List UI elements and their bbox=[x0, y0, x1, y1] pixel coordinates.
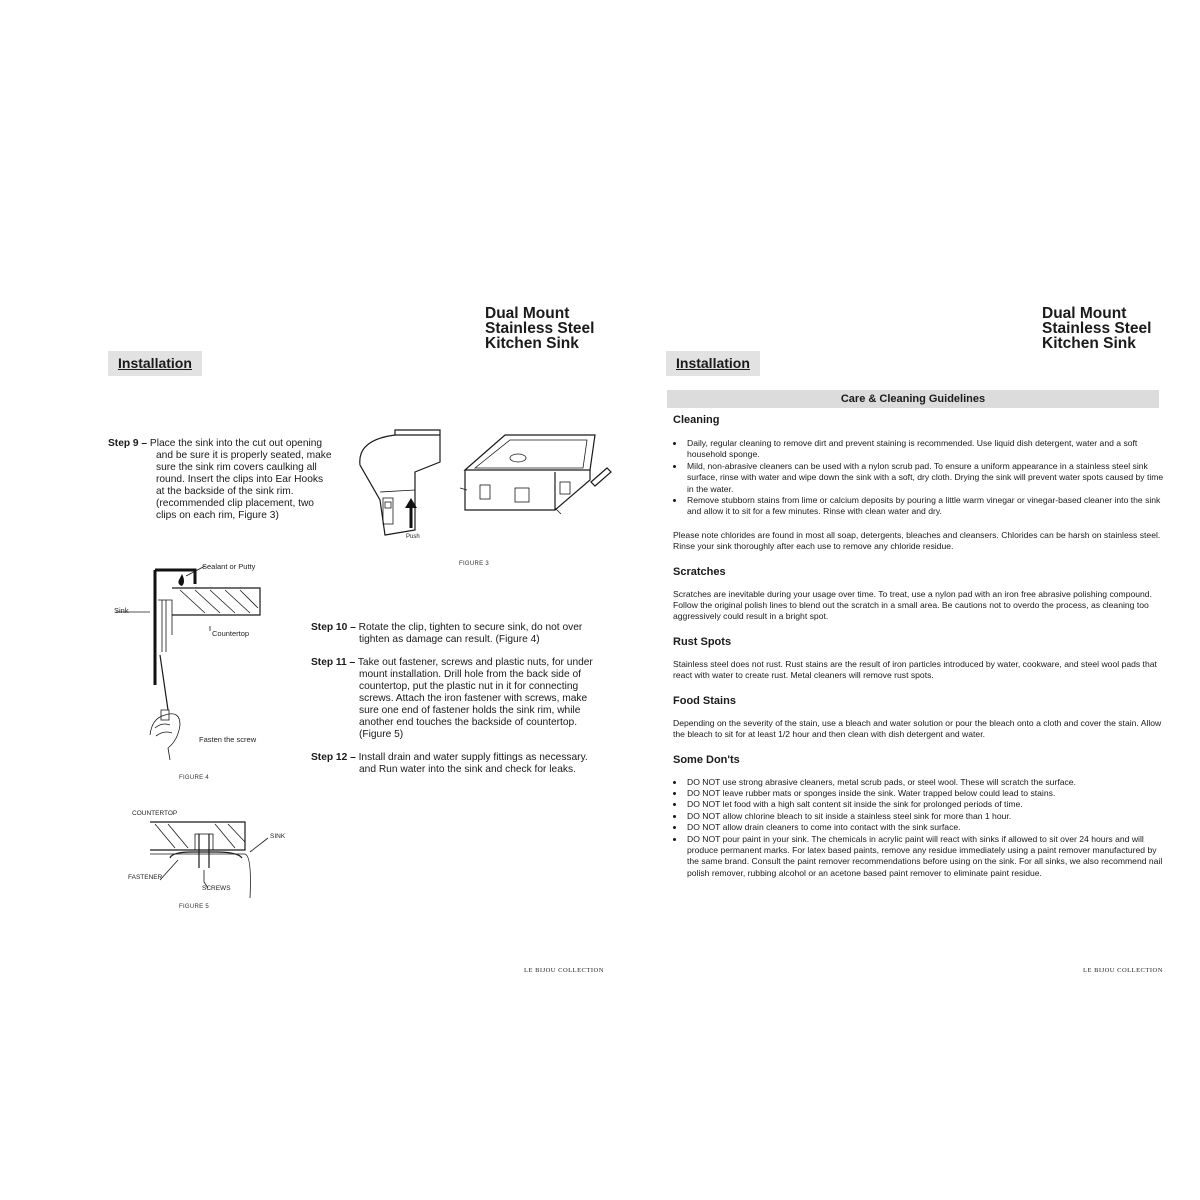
figure-4-caption: FIGURE 4 bbox=[179, 775, 210, 781]
right-footer: LE BIJOU COLLECTION bbox=[1083, 967, 1163, 974]
step-9-label: Step 9 – bbox=[108, 438, 148, 449]
figure-3-caption: FIGURE 3 bbox=[459, 561, 490, 567]
step-9-text: Place the sink into the cut out opening and be sure it is properly seated, make sure the sink rim covers caulking all round. Insert the clips into Ear Hooks at the backside of the sink rim. (recommended clip placement, two clips on each rim, Figure 3) bbox=[149, 438, 332, 521]
left-page-title: Dual Mount Stainless Steel Kitchen Sink bbox=[485, 305, 595, 352]
figure-4-drawing bbox=[110, 560, 280, 760]
list-item: • DO NOT let food with a high salt content sit inside the sink for prolonged periods of time. bbox=[685, 799, 1165, 810]
step-12: Step 12 – Install drain and water supply fittings as necessary. and Run water into the sink and check for leaks. bbox=[311, 752, 588, 775]
figure-3-push-label: Push bbox=[406, 534, 420, 540]
care-guidelines-bar: Care & Cleaning Guidelines bbox=[667, 390, 1159, 408]
right-installation-tab: Installation bbox=[666, 351, 760, 376]
right-page-title: Dual Mount Stainless Steel Kitchen Sink bbox=[1042, 305, 1152, 352]
figure-5-countertop-label: COUNTERTOP bbox=[132, 810, 178, 817]
list-item: • DO NOT pour paint in your sink. The chemicals in acrylic paint will react with sinks if allowed to sit over 24 hours and will produce permanent marks. For latex based paints, remove any residue immediately using a paint remover manufactured by the same brand. Consult the paint remover recommendations before using on the sink. For all sinks, we also recommend nail polish remover, rubbing alcohol or an acetone based paint remover to eliminate paint residue. bbox=[685, 834, 1165, 880]
cleaning-list bbox=[673, 438, 1165, 518]
care-content bbox=[673, 414, 1165, 879]
chloride-note: Please note chlorides are found in most all soap, detergents, bleaches and cleansers. Chlorides can be harsh on stainless steel. Rinse your sink thoroughly after each use to remove any chloride residue. bbox=[673, 529, 1161, 552]
list-item: • Remove stubborn stains from lime or calcium deposits by pouring a little warm vinegar or vinegar-based cleaner into the sink and allow it to sit for a few minutes. Rinse with clean water and dry. bbox=[685, 495, 1165, 518]
list-item: • Daily, regular cleaning to remove dirt and prevent staining is recommended. Use liquid dish detergent, water and a soft household sponge. bbox=[685, 438, 1165, 461]
donts-heading: Some Don'ts bbox=[673, 753, 740, 766]
list-item: • DO NOT use strong abrasive cleaners, metal scrub pads, or steel wool. These will scratch the surface. bbox=[685, 777, 1165, 788]
rust-text: Stainless steel does not rust. Rust stains are the result of iron particles introduced by water, cookware, and steel wool pads that react with water to create rust. Metal cleaners will remove rust spots. bbox=[673, 658, 1157, 681]
cleaning-heading: Cleaning bbox=[673, 414, 720, 426]
figure-5-caption: FIGURE 5 bbox=[179, 904, 210, 910]
step-9 bbox=[108, 438, 333, 522]
rust-heading: Rust Spots bbox=[673, 635, 732, 648]
step-10: Step 10 – Rotate the clip, tighten to secure sink, do not over tighten as damage can result. (Figure 4) bbox=[311, 622, 583, 645]
figure-4-sealant-label: Sealant or Putty bbox=[202, 562, 256, 571]
figure-5-fastener-label: FASTENER bbox=[128, 874, 163, 881]
left-installation-tab: Installation bbox=[108, 351, 202, 376]
list-item: • DO NOT allow drain cleaners to come into contact with the sink surface. bbox=[685, 822, 1165, 833]
figure-4-fasten-label: Fasten the screw bbox=[199, 735, 257, 744]
scratches-heading: Scratches bbox=[673, 565, 726, 578]
figure-5-screws-label: SCREWS bbox=[202, 885, 231, 892]
list-item: • DO NOT leave rubber mats or sponges inside the sink. Water trapped below could lead to stains. bbox=[685, 788, 1165, 799]
food-text: Depending on the severity of the stain, use a bleach and water solution or pour the bleach onto a cloth and cover the stain. Allow the bleach to sit for at least 1/2 hour and then clean with dish detergent and water. bbox=[673, 717, 1162, 740]
step-11: Step 11 – Take out fastener, screws and plastic nuts, for under mount installation. Drill hole from the back side of countertop, put the plastic nut in it for connecting screws. Attach the iron fastener with screws, make sure one end of fastener holds the sink rim, while another end touches the backside of countertop. (Figure 5) bbox=[311, 657, 593, 740]
list-item: • Mild, non-abrasive cleaners can be used with a nylon scrub pad. To ensure a uniform appearance in a stainless steel sink surface, rinse with water and wipe down the sink with a soft, dry cloth. Drying the sink will prevent water spots caused by time in the water. bbox=[685, 461, 1165, 495]
list-item: • DO NOT allow chlorine bleach to sit inside a stainless steel sink for more than 1 hour. bbox=[685, 811, 1165, 822]
donts-list bbox=[673, 777, 1165, 880]
figure-4-sink-label: Sink bbox=[114, 606, 129, 615]
scratches-text: Scratches are inevitable during your usage over time. To treat, use a nylon pad with an iron free abrasive polishing compound. Follow the original polish lines to blend out the scratch in a small area. Be cautions not to overdo the process, as cleaning too aggressively could result in a bright spot. bbox=[673, 588, 1152, 622]
food-heading: Food Stains bbox=[673, 694, 736, 707]
figure-3-drawing bbox=[355, 430, 615, 570]
left-footer: LE BIJOU COLLECTION bbox=[524, 967, 604, 974]
figure-5-sink-label: SINK bbox=[270, 833, 286, 840]
steps-10-12 bbox=[311, 622, 606, 776]
figure-4-countertop-label: Countertop bbox=[212, 629, 250, 638]
